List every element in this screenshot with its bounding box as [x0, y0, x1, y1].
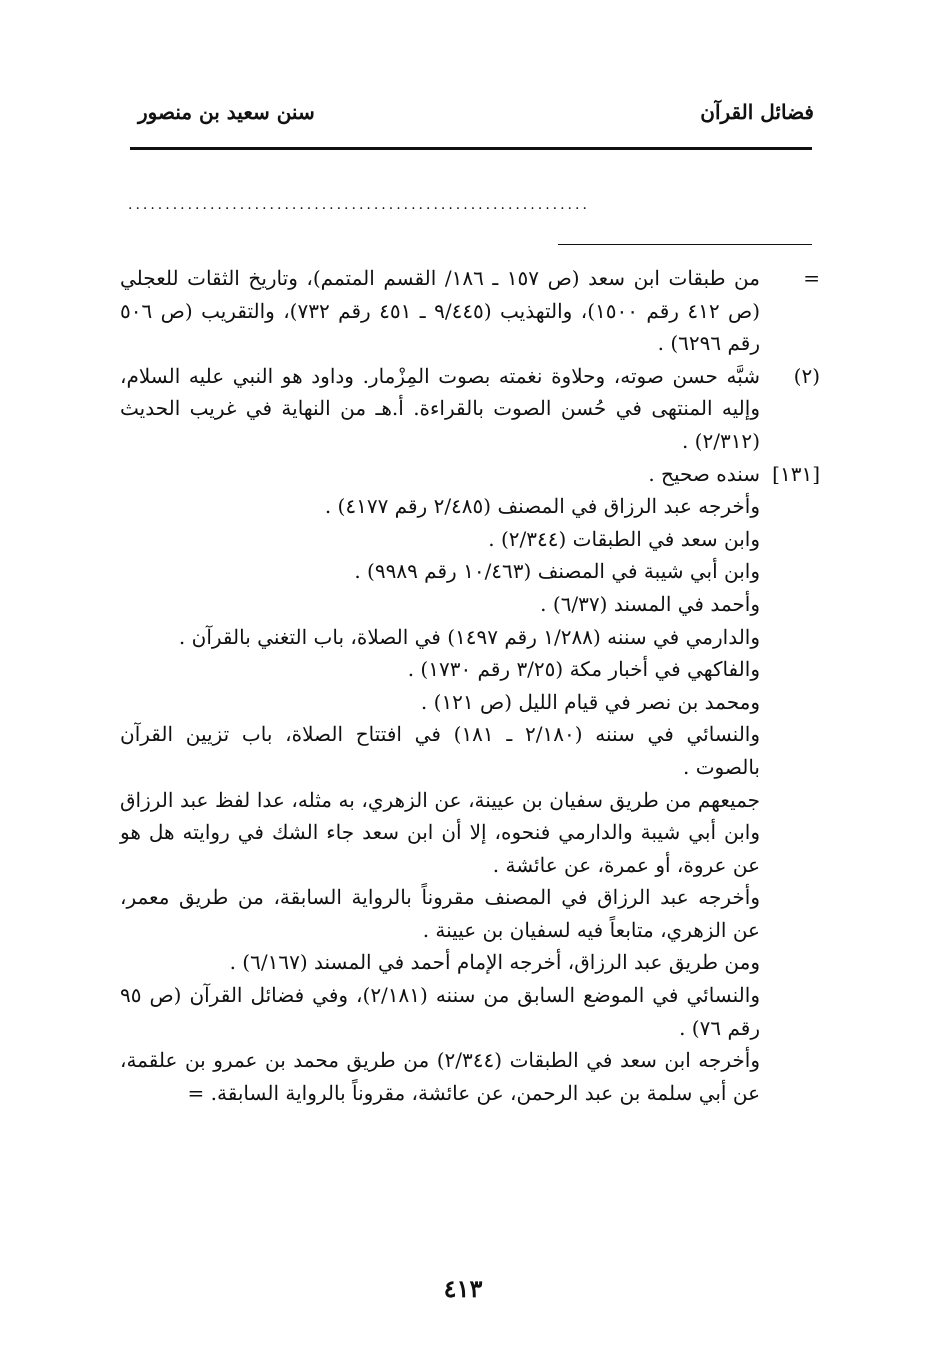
source-line: وأخرجه عبد الرزاق في المصنف (٢/٤٨٥ رقم ٤١٧٧) .	[324, 494, 760, 519]
source-line: والدارمي في سننه (١/٢٨٨ رقم ١٤٩٧) في الصلاة، باب التغني بالقرآن .	[178, 624, 760, 649]
footnote-2-marker: (٢)	[793, 363, 820, 388]
source-line: ومحمد بن نصر في قيام الليل (ص ١٢١) .	[420, 689, 760, 714]
footnote-2-text: شبَّه حسن صوته، وحلاوة نغمته بصوت المِزْمار. وداود هو النبي عليه السلام، وإليه المنتهى في حُسن الصوت بالقراءة. أ.هـ من النهاية في غريب الحديث (٢/٣١٢) .	[120, 363, 760, 453]
note-131-marker: [١٣١]	[772, 461, 820, 486]
dotted-separator: ..............................................................	[128, 198, 590, 212]
footnote-2	[120, 360, 820, 458]
footnotes	[120, 262, 820, 1109]
commentary-paragraph: وأخرجه عبد الرزاق في المصنف مقروناً بالرواية السابقة، من طريق معمر، عن الزهري، متابعاً فيه لسفيان بن عيينة .	[120, 885, 760, 942]
continuation-marker: =	[803, 266, 820, 290]
source-line: والفاكهي في أخبار مكة (٣/٢٥ رقم ١٧٣٠) .	[407, 657, 760, 682]
book-section-title: فضائل القرآن	[700, 100, 814, 124]
source-line-nasai: والنسائي في سننه (٢/١٨٠ ـ ١٨١) في افتتاح الصلاة، باب تزيين القرآن بالصوت .	[120, 722, 761, 779]
running-header	[128, 100, 814, 140]
note-131-commentary	[120, 784, 760, 1110]
book-title: سنن سعيد بن منصور	[138, 100, 315, 124]
source-line: وأحمد في المسند (٦/٣٧) .	[540, 591, 760, 616]
source-line: وابن أبي شيبة في المصنف (١٠/٤٦٣ رقم ٩٩٨٩) .	[354, 559, 760, 584]
source-line: وابن سعد في الطبقات (٢/٣٤٤) .	[488, 526, 760, 551]
note-131-first-line: سنده صحيح .	[648, 461, 760, 486]
commentary-paragraph: جميعهم من طريق سفيان بن عيينة، عن الزهري، به مثله، عدا لفظ عبد الرزاق وابن أبي شيبة والدارمي فنحوه، إلا أن ابن سعد جاء الشك في روايته هل هو عن عروة، أو عمرة، عن عائشة .	[120, 787, 760, 877]
commentary-paragraph: وأخرجه ابن سعد في الطبقات (٢/٣٤٤) من طريق محمد بن عمرو بن علقمة، عن أبي سلمة بن عبد الرحمن، عن عائشة، مقروناً بالرواية السابقة. =	[120, 1048, 760, 1105]
commentary-paragraph: ومن طريق عبد الرزاق، أخرجه الإمام أحمد في المسند (٦/١٦٧) .	[229, 950, 760, 975]
page-number: ٤١٣	[443, 1274, 483, 1303]
commentary-paragraph: والنسائي في الموضع السابق من سننه (٢/١٨١)، وفي فضائل القرآن (ص ٩٥ رقم ٧٦) .	[120, 983, 760, 1040]
footnote-continuation	[120, 262, 820, 360]
header-rule	[130, 147, 812, 150]
note-131-sources	[120, 490, 760, 783]
note-131	[120, 458, 820, 491]
footnote-rule	[558, 244, 812, 245]
continuation-text: من طبقات ابن سعد (ص ١٥٧ ـ ١٨٦/ القسم المتمم)، وتاريخ الثقات للعجلي (ص ٤١٢ رقم ١٥٠٠)، والتهذيب (٩/٤٤٥ ـ ٤٥١ رقم ٧٣٢)، والتقريب (ص ٥٠٦ رقم ٦٢٩٦) .	[120, 266, 761, 356]
